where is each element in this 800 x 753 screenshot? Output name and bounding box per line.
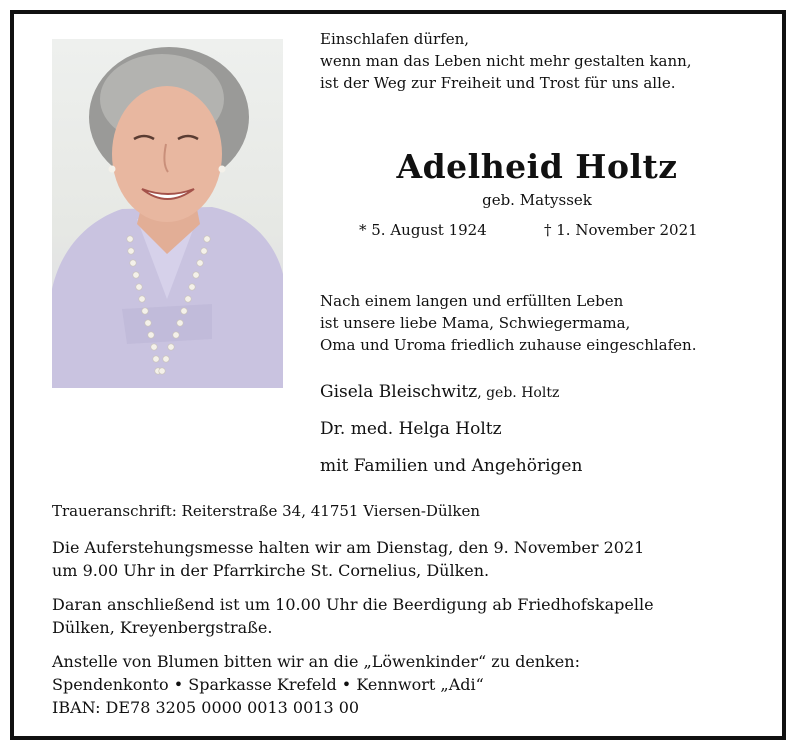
farewell-message xyxy=(320,290,760,356)
donation-line: Anstelle von Blumen bitten wir an die „Löwenkinder“ zu denken: xyxy=(52,652,580,671)
quote-line: ist der Weg zur Freiheit und Trost für uns alle. xyxy=(320,74,676,92)
burial-info xyxy=(52,593,772,639)
quote-line: Einschlafen dürfen, xyxy=(320,30,470,48)
service-info xyxy=(52,536,772,582)
mourner-birth-name: , geb. Holtz xyxy=(477,385,560,401)
mourner xyxy=(320,419,502,439)
mourner-name: Dr. med. Helga Holtz xyxy=(320,419,502,439)
service-line: Die Auferstehungsmesse halten wir am Dienstag, den 9. November 2021 xyxy=(52,538,645,557)
quote-line: wenn man das Leben nicht mehr gestalten kann, xyxy=(320,52,692,70)
death-date: † 1. November 2021 xyxy=(544,221,698,239)
iban-line: IBAN: DE78 3205 0000 0013 0013 00 xyxy=(52,698,360,717)
message-line: ist unsere liebe Mama, Schwiegermama, xyxy=(320,314,631,332)
service-line: um 9.00 Uhr in der Pfarrkirche St. Cornelius, Dülken. xyxy=(52,561,490,580)
mourner-name: Gisela Bleischwitz xyxy=(320,382,478,402)
mourner xyxy=(320,456,582,476)
message-line: Nach einem langen und erfüllten Leben xyxy=(320,292,624,310)
mourning-address: Traueranschrift: Reiterstraße 34, 41751 Viersen-Dülken xyxy=(52,502,481,520)
opening-quote xyxy=(320,28,760,94)
birth-name: geb. Matyssek xyxy=(482,191,592,209)
donation-line: Spendenkonto • Sparkasse Krefeld • Kennwort „Adi“ xyxy=(52,675,484,694)
burial-line: Dülken, Kreyenbergstraße. xyxy=(52,618,273,637)
burial-line: Daran anschließend ist um 10.00 Uhr die Beerdigung ab Friedhofskapelle xyxy=(52,595,654,614)
message-line: Oma und Uroma friedlich zuhause eingeschlafen. xyxy=(320,336,697,354)
portrait-photo xyxy=(52,39,283,388)
mourner xyxy=(320,382,559,402)
obituary-frame xyxy=(10,10,786,740)
mourner-name: mit Familien und Angehörigen xyxy=(320,456,583,476)
deceased-name: Adelheid Holtz xyxy=(396,147,678,186)
birth-date: * 5. August 1924 xyxy=(359,221,487,239)
donation-info xyxy=(52,650,772,719)
